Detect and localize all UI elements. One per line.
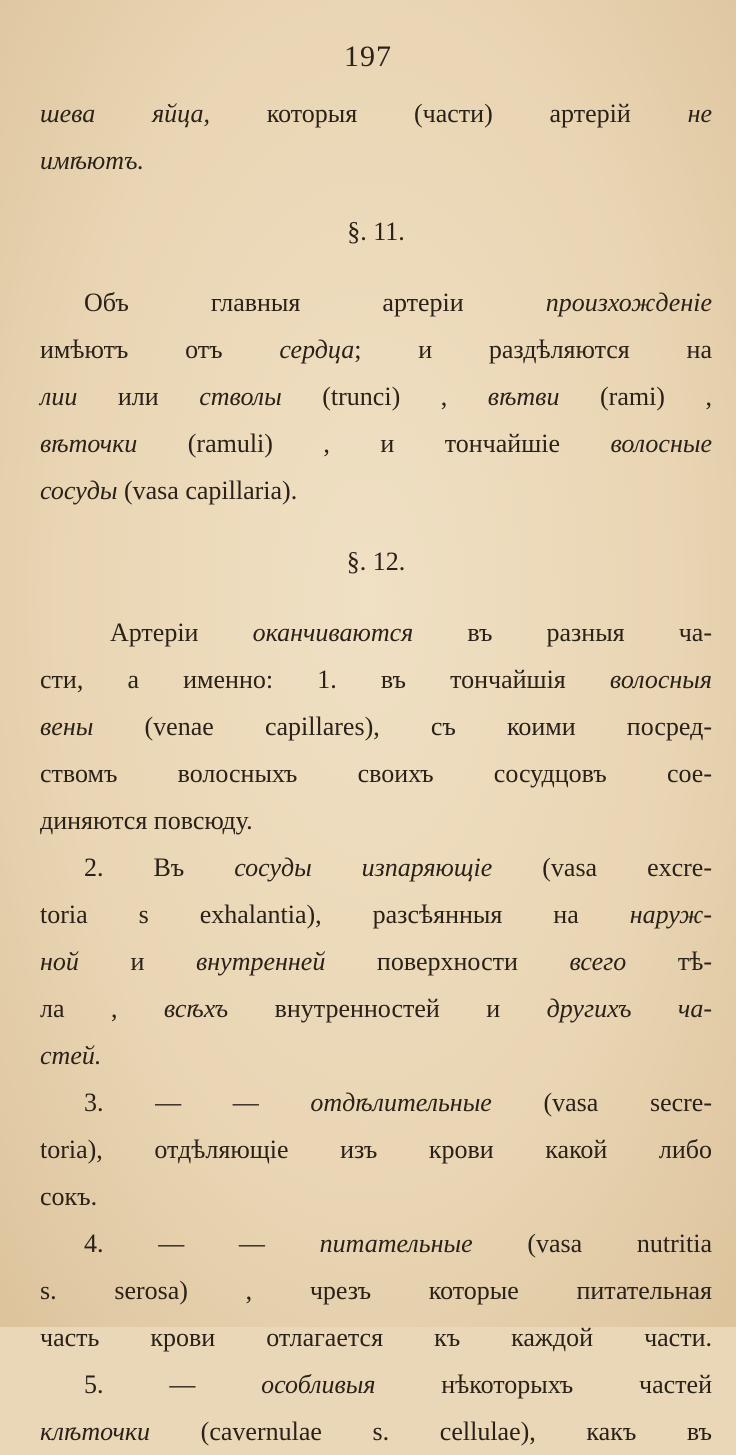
text-run: 5. — <box>84 1370 262 1399</box>
italic-term: всего <box>569 947 627 976</box>
text-run: тѣ- <box>626 947 712 976</box>
text-run: Объ главныя артеріи <box>84 288 546 317</box>
italic-term: стей. <box>40 1041 102 1070</box>
text-line <box>40 467 712 514</box>
italic-term: всѣхъ <box>163 994 229 1023</box>
italic-term: внутренней <box>195 947 326 976</box>
text-run: 4. — — <box>84 1229 320 1258</box>
text-run: или <box>77 382 200 411</box>
text-run: сокъ. <box>40 1182 98 1211</box>
text-run: toria s exhalantia), разсѣянныя на <box>40 900 630 929</box>
italic-term: сосуды <box>40 476 118 505</box>
text-line <box>40 137 712 184</box>
text-line <box>40 938 712 985</box>
text-run: нѣкоторыхъ частей <box>375 1370 712 1399</box>
text-run: внутренностей и <box>228 994 547 1023</box>
text-line <box>40 1032 712 1079</box>
text-line <box>40 326 712 373</box>
text-line <box>40 1361 712 1408</box>
text-run: (rami) , <box>559 382 712 411</box>
text-run: s. serosa) , чрезъ которые питательная <box>40 1276 712 1305</box>
text-line <box>40 1314 712 1361</box>
italic-term: произхожденіе <box>545 288 712 317</box>
italic-term: шева яйца, <box>40 99 210 128</box>
text-run: 2. Въ <box>84 853 235 882</box>
text-run: ; и раздѣляются на <box>354 335 712 364</box>
text-run: часть крови отлагается къ каждой части. <box>40 1323 712 1352</box>
italic-term: оканчиваются <box>252 618 414 647</box>
text-line <box>40 1173 712 1220</box>
text-run: (ramuli) , и тончайшіе <box>137 429 611 458</box>
italic-term: особливыя <box>261 1370 376 1399</box>
italic-term: сердца <box>279 335 355 364</box>
text-run: поверхности <box>325 947 570 976</box>
italic-term: не <box>687 99 713 128</box>
text-line <box>40 844 712 891</box>
section-heading-12: §. 12. <box>346 547 406 576</box>
text-run: которыя (части) артерій <box>209 99 688 128</box>
text-line <box>40 985 712 1032</box>
text-line <box>40 1220 712 1267</box>
text-line <box>40 373 712 420</box>
italic-term: отдѣлительные <box>310 1088 492 1117</box>
text-run: диняются повсюду. <box>40 806 253 835</box>
text-run: (vasa capillaria). <box>117 476 298 505</box>
text-line <box>40 609 712 656</box>
text-run: и <box>78 947 196 976</box>
italic-term: вѣтви <box>487 382 560 411</box>
italic-term: ной <box>40 947 79 976</box>
italic-term: имѣютъ. <box>40 146 145 175</box>
italic-term: наруж- <box>629 900 712 929</box>
text-run: (vasa excre- <box>492 853 712 882</box>
text-line <box>40 1267 712 1314</box>
text-run: сти, а именно: 1. въ тончайшія <box>40 665 610 694</box>
text-line <box>40 1079 712 1126</box>
text-run: въ разныя ча- <box>413 618 712 647</box>
italic-term: стволы <box>199 382 282 411</box>
text-run: ствомъ волосныхъ своихъ сосудцовъ сое- <box>40 759 712 788</box>
text-line <box>40 1126 712 1173</box>
text-run: 3. — — <box>84 1088 311 1117</box>
text-line <box>40 420 712 467</box>
italic-term: вены <box>40 712 94 741</box>
italic-term: вѣточки <box>40 429 138 458</box>
text-line <box>40 279 712 326</box>
italic-term: лии <box>40 382 78 411</box>
text-run: (trunci) , <box>281 382 488 411</box>
text-line <box>40 750 712 797</box>
text-line <box>40 656 712 703</box>
italic-term: волосныя <box>609 665 712 694</box>
text-line <box>40 797 712 844</box>
section-heading-11: §. 11. <box>347 217 405 246</box>
italic-term: другихъ ча- <box>546 994 712 1023</box>
text-line <box>40 1408 712 1455</box>
italic-term: волосные <box>610 429 712 458</box>
text-run: (vasa nutritia <box>472 1229 712 1258</box>
text-run: имѣютъ отъ <box>40 335 280 364</box>
page-number: 197 <box>344 40 392 73</box>
text-run: Артеріи <box>110 618 253 647</box>
text-run: (vasa secre- <box>491 1088 713 1117</box>
text-run: (venae capillares), съ коими посред- <box>93 712 712 741</box>
text-line <box>40 703 712 750</box>
text-line <box>40 90 712 137</box>
text-run: toria), отдѣляющіе изъ крови какой либо <box>40 1135 712 1164</box>
italic-term: клѣточки <box>40 1417 151 1446</box>
italic-term: сосуды изпаряющіе <box>234 853 493 882</box>
italic-term: питательные <box>319 1229 473 1258</box>
page-body <box>40 90 712 1455</box>
text-line <box>40 891 712 938</box>
text-run: (cavernulae s. cellulae), какъ въ <box>150 1417 712 1446</box>
text-run: ла , <box>40 994 164 1023</box>
